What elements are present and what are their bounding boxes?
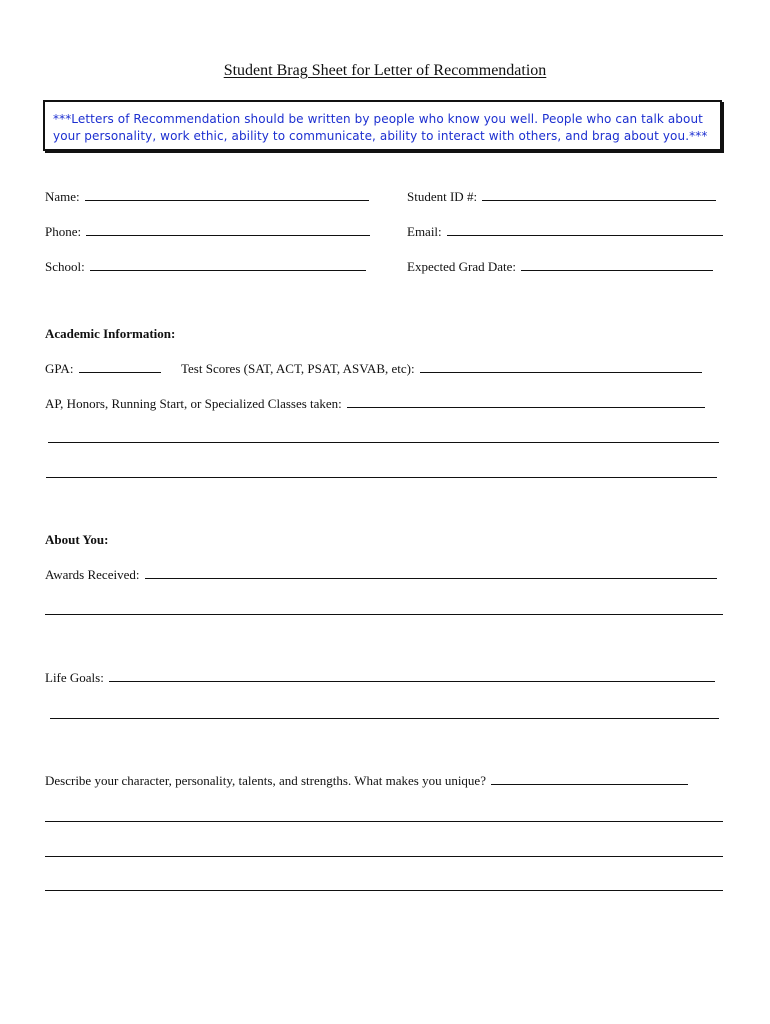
awards-row <box>45 566 717 582</box>
awards-label: Awards Received: <box>45 567 140 582</box>
phone-row <box>45 223 370 239</box>
student-id-label: Student ID #: <box>407 189 478 204</box>
classes-field[interactable] <box>347 395 705 408</box>
phone-field[interactable] <box>86 223 370 236</box>
email-row <box>407 223 723 239</box>
gpa-field[interactable] <box>79 360 161 373</box>
notice-text: ***Letters of Recommendation should be written by people who know you well. People who can talk about your personality, work ethic, ability to communicate, ability to interact with others, and brag about you.*** <box>53 112 708 143</box>
test-scores-field[interactable] <box>420 360 702 373</box>
character-row <box>45 772 688 788</box>
grad-date-field[interactable] <box>521 258 713 271</box>
test-scores-label: Test Scores (SAT, ACT, PSAT, ASVAB, etc): <box>181 361 415 376</box>
phone-label: Phone: <box>45 224 82 239</box>
life-goals-label: Life Goals: <box>45 670 104 685</box>
character-field-line-3[interactable] <box>45 855 723 857</box>
classes-field-line-3[interactable] <box>46 476 717 478</box>
notice-box <box>43 100 722 151</box>
school-row <box>45 258 366 274</box>
grad-date-row <box>407 258 713 274</box>
life-goals-field[interactable] <box>109 669 715 682</box>
classes-row <box>45 395 705 411</box>
academic-heading: Academic Information: <box>45 326 176 341</box>
grad-date-label: Expected Grad Date: <box>407 259 517 274</box>
character-field-line-2[interactable] <box>45 820 723 822</box>
name-row <box>45 188 369 204</box>
gpa-row <box>45 360 161 376</box>
name-field[interactable] <box>85 188 369 201</box>
classes-label: AP, Honors, Running Start, or Specialized Classes taken: <box>45 396 342 411</box>
life-goals-field-line-2[interactable] <box>50 717 719 719</box>
character-label: Describe your character, personality, talents, and strengths. What makes you unique? <box>45 773 486 788</box>
school-label: School: <box>45 259 85 274</box>
about-heading: About You: <box>45 532 109 547</box>
awards-field-line-2[interactable] <box>45 613 723 615</box>
email-field[interactable] <box>447 223 723 236</box>
student-id-field[interactable] <box>482 188 716 201</box>
school-field[interactable] <box>90 258 366 271</box>
life-goals-row <box>45 669 715 685</box>
page-title: Student Brag Sheet for Letter of Recommendation <box>223 62 547 79</box>
test-scores-row <box>181 360 702 376</box>
character-field[interactable] <box>491 772 688 785</box>
classes-field-line-2[interactable] <box>48 441 719 443</box>
student-id-row <box>407 188 716 204</box>
email-label: Email: <box>407 224 442 239</box>
character-field-line-4[interactable] <box>45 889 723 891</box>
awards-field[interactable] <box>145 566 717 579</box>
name-label: Name: <box>45 189 80 204</box>
gpa-label: GPA: <box>45 361 74 376</box>
